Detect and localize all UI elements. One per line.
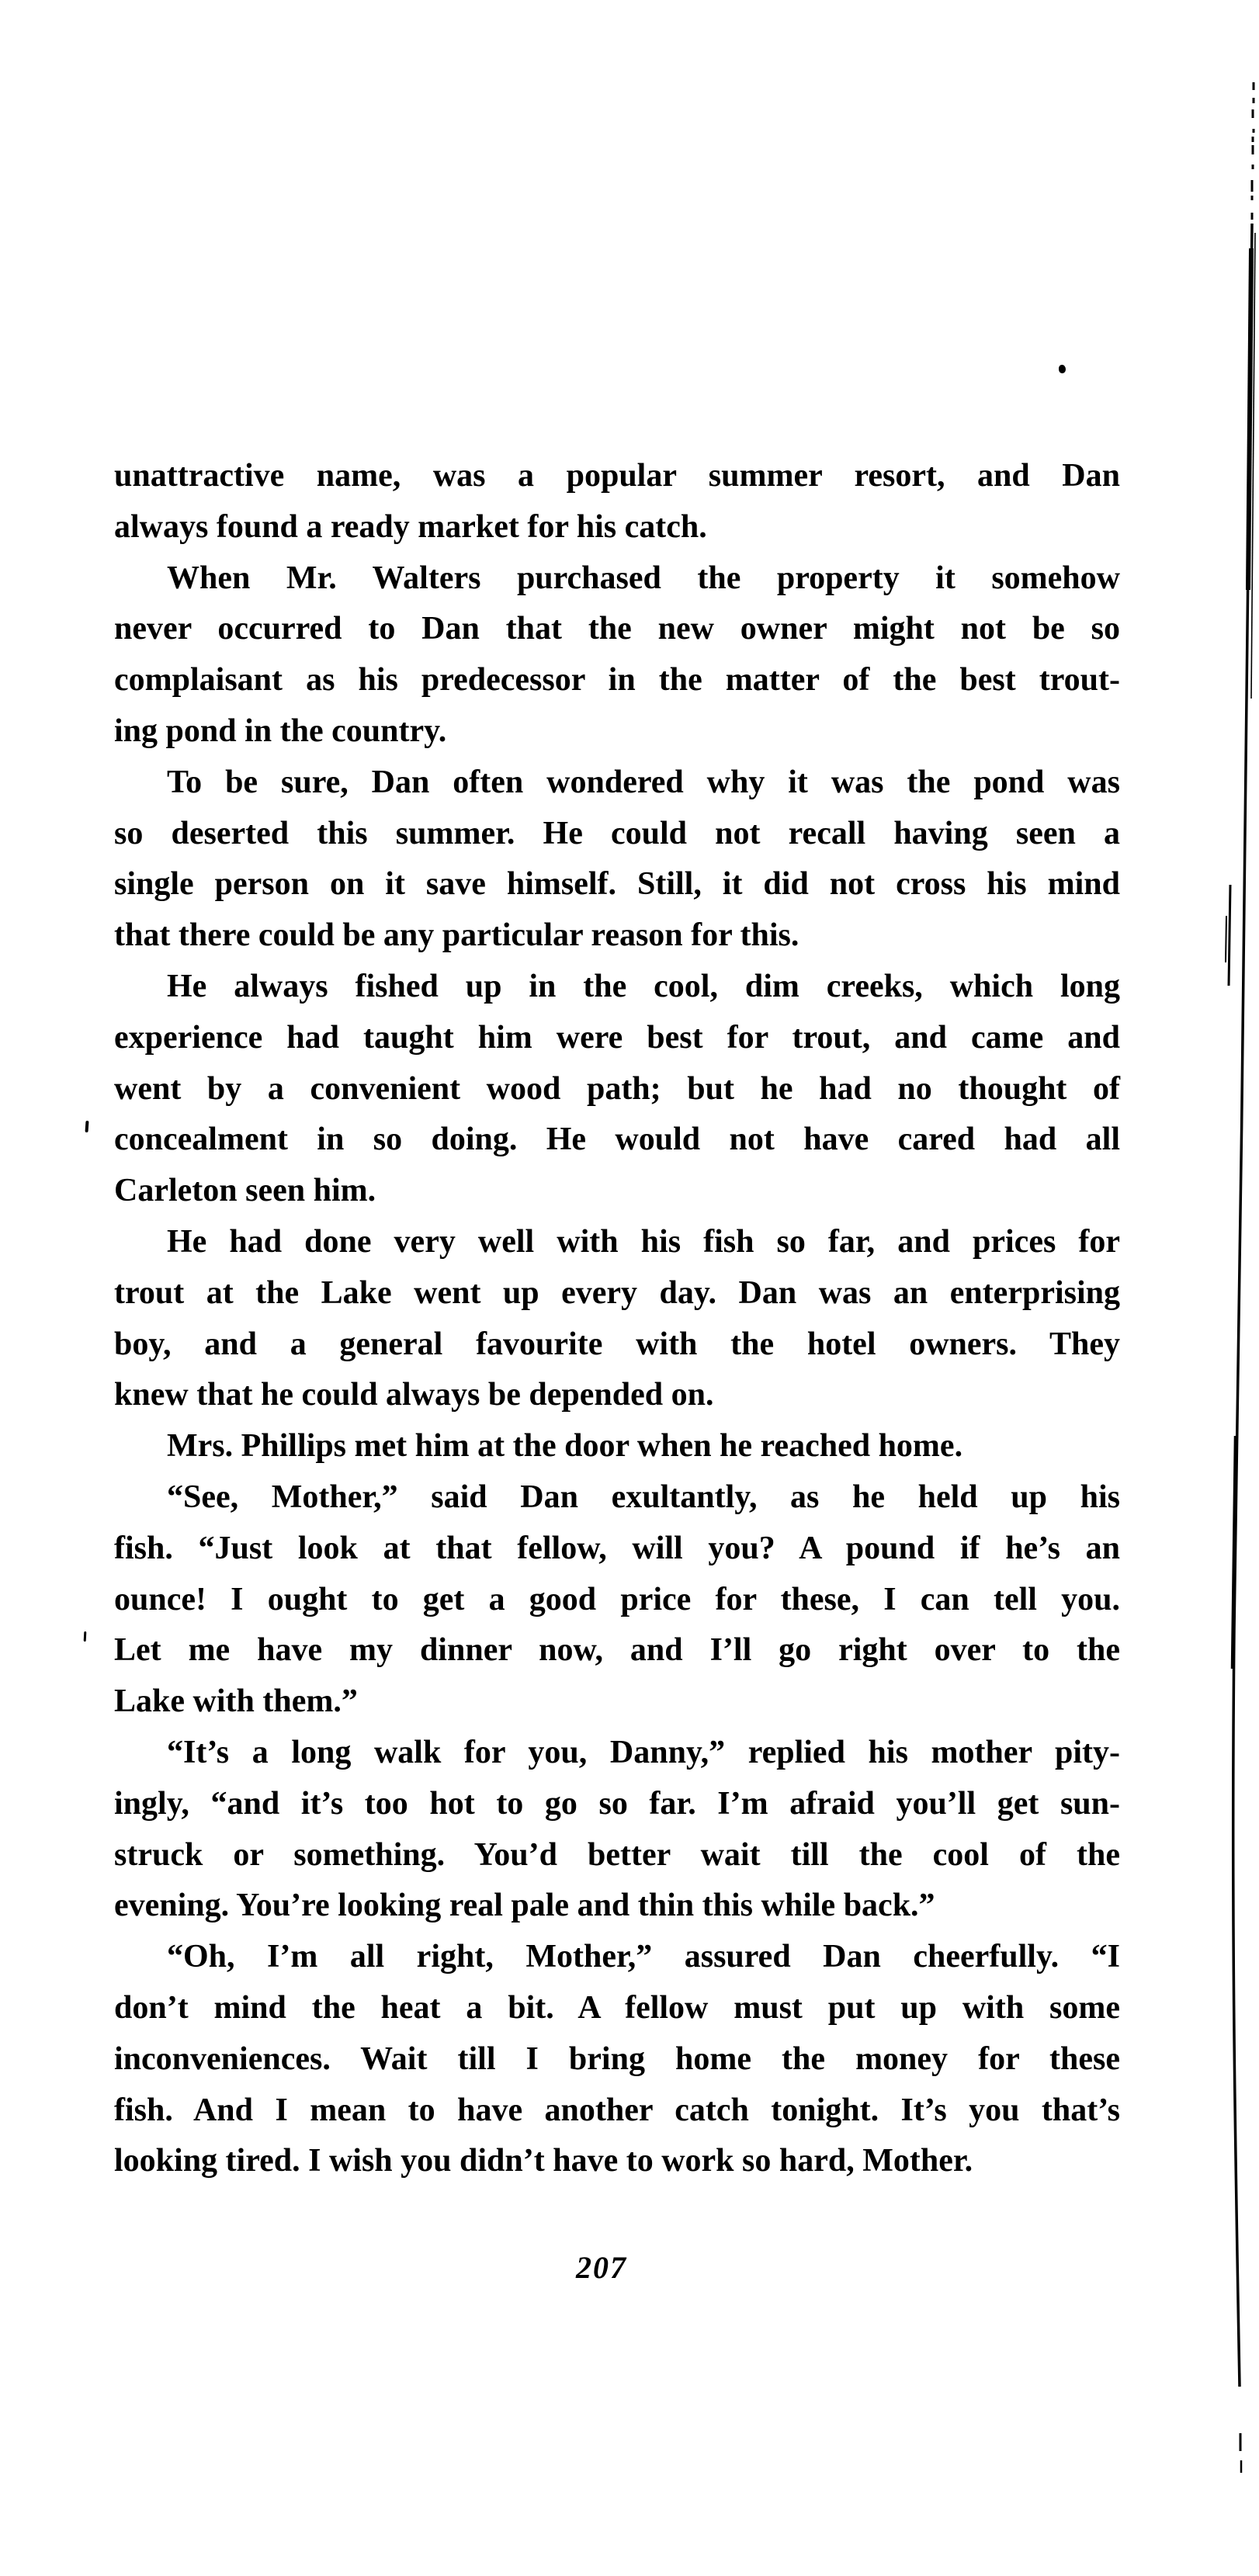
text-line: Mrs. Phillips met him at the door when he reached home.: [167, 1428, 963, 1465]
text-line: boy, and a general favourite with the hotel owners. They: [114, 1326, 1120, 1362]
text-line: He always fished up in the cool, dim creeks, which long: [167, 968, 1120, 1004]
text-line: He had done very well with his fish so far, and prices for: [167, 1223, 1120, 1260]
page-number: 207: [576, 2250, 627, 2285]
text-line: Carleton seen him.: [114, 1173, 376, 1209]
text-line: struck or something. You’d better wait till the cool of the: [114, 1836, 1120, 1873]
text-line: so deserted this summer. He could not recall having seen a: [114, 815, 1120, 851]
text-line: went by a convenient wood path; but he had no thought of: [114, 1070, 1120, 1107]
text-line: always found a ready market for his catch.: [114, 508, 707, 545]
text-line: fish. And I mean to have another catch tonight. It’s you that’s: [114, 2092, 1120, 2128]
text-line: complaisant as his predecessor in the matter of the best trout-: [114, 662, 1120, 699]
text-line: inconveniences. Wait till I bring home the money for these: [114, 2040, 1120, 2077]
text-line: Let me have my dinner now, and I’ll go right over to the: [114, 1632, 1120, 1669]
text-line: evening. You’re looking real pale and thin this while back.”: [114, 1888, 935, 1924]
text-line: “It’s a long walk for you, Danny,” replied his mother pity-: [167, 1734, 1120, 1770]
text-line: ounce! I ought to get a good price for these, I can tell you.: [114, 1581, 1120, 1617]
text-line: When Mr. Walters purchased the property it somehow: [167, 560, 1120, 596]
text-line: unattractive name, was a popular summer resort, and Dan: [114, 458, 1120, 494]
scan-speck: [1059, 365, 1066, 373]
text-line: concealment in so doing. He would not have cared had all: [114, 1122, 1120, 1158]
text-line: To be sure, Dan often wondered why it was the pond was: [167, 764, 1120, 800]
text-line: “Oh, I’m all right, Mother,” assured Dan cheerfully. “I: [167, 1939, 1120, 1975]
text-line: knew that he could always be depended on.: [114, 1377, 714, 1413]
text-line: never occurred to Dan that the new owner might not be so: [114, 611, 1120, 647]
text-line: experience had taught him were best for trout, and came and: [114, 1019, 1120, 1056]
text-line: ingly, “and it’s too hot to go so far. I’m afraid you’ll get sun-: [114, 1785, 1120, 1822]
scan-speck: [84, 1631, 87, 1642]
text-line: fish. “Just look at that fellow, will you? A pound if he’s an: [114, 1530, 1120, 1566]
text-line: single person on it save himself. Still, it did not cross his mind: [114, 866, 1120, 903]
text-line: “See, Mother,” said Dan exultantly, as he held up his: [167, 1479, 1120, 1515]
text-line: trout at the Lake went up every day. Dan was an enterprising: [114, 1274, 1120, 1311]
body-text: [114, 451, 1120, 2187]
text-line: ing pond in the country.: [114, 712, 447, 749]
scan-speck: [85, 1121, 88, 1132]
text-line: that there could be any particular reason for this.: [114, 917, 799, 954]
text-line: looking tired. I wish you didn’t have to work so hard, Mother.: [114, 2143, 973, 2179]
text-line: don’t mind the heat a bit. A fellow must put up with some: [114, 1989, 1120, 2026]
text-line: Lake with them.”: [114, 1683, 358, 1720]
